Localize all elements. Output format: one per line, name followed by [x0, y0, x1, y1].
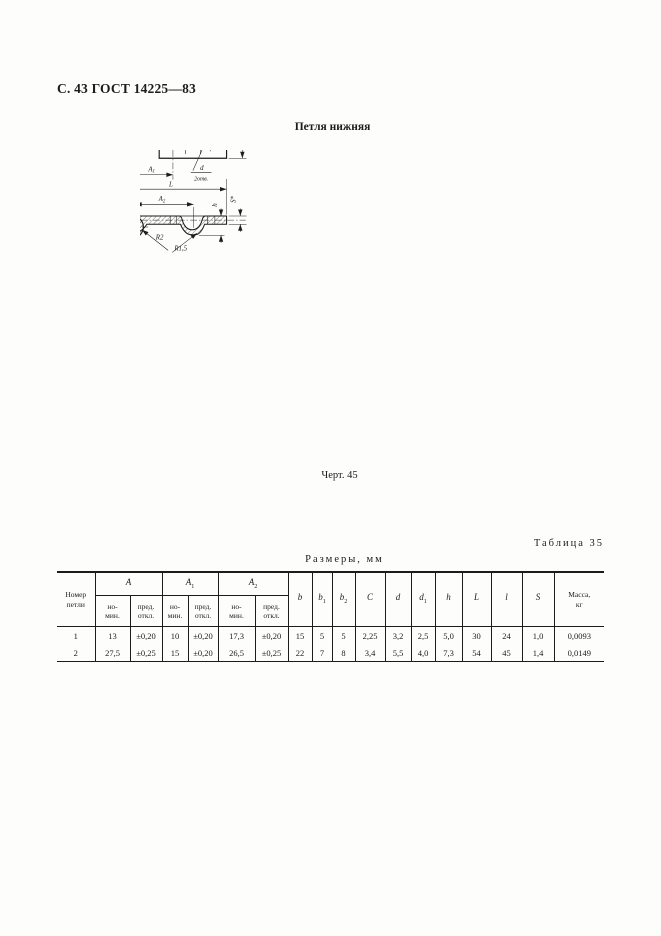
table-row [57, 627, 604, 645]
col-header-d: d [385, 572, 411, 627]
technical-drawing [140, 150, 540, 480]
cell: ±0,20 [188, 627, 218, 645]
table-units-label: Размеры, мм [305, 554, 384, 565]
subcol-A-deviation: пред. откл. [130, 596, 162, 627]
cell: 26,5 [218, 644, 255, 662]
cell: 0,0149 [554, 644, 604, 662]
col-header-b: b [288, 572, 312, 627]
dim-label-A2: $A_2$ [158, 195, 166, 205]
dim-label-h: h [211, 203, 219, 207]
cell: 2 [73, 647, 78, 658]
radius-label-R2: R2 [155, 234, 164, 242]
cell: 54 [462, 644, 491, 662]
table-number-label: Таблица 35 [533, 538, 604, 549]
cell: 5 [312, 627, 332, 645]
subcol-A-nominal: но- мин. [95, 596, 130, 627]
cell: 1 [73, 630, 78, 641]
top-view [140, 150, 247, 215]
cell: 45 [491, 644, 522, 662]
cell: 1,0 [522, 627, 554, 645]
cell: 5,0 [435, 627, 462, 645]
subcol-A1-nominal: но- мин. [162, 596, 188, 627]
cell: 2,5 [411, 627, 435, 645]
cell: 1,4 [522, 644, 554, 662]
page-header: С. 43 ГОСТ 14225—83 [57, 81, 196, 96]
cell: 17,3 [218, 627, 255, 645]
subcol-A1-deviation: пред. откл. [188, 596, 218, 627]
extension-lines-top [140, 150, 247, 215]
col-header-b2: $b_2$ [332, 572, 355, 627]
dimensions-table [57, 571, 604, 662]
cell: 15 [162, 644, 188, 662]
cell: 5 [332, 627, 355, 645]
cell: ±0,20 [130, 627, 162, 645]
col-header-number: Номер петли [57, 572, 95, 627]
cell: 3,4 [355, 644, 385, 662]
col-header-C: C [355, 572, 385, 627]
cell: ±0,20 [255, 627, 288, 645]
cell: 7,3 [435, 644, 462, 662]
col-header-b1: $b_1$ [312, 572, 332, 627]
cell: 4,0 [411, 644, 435, 662]
cell: 2,25 [355, 627, 385, 645]
subcol-A2-nominal: но- мин. [218, 596, 255, 627]
figure-title: Петля нижняя [294, 121, 371, 133]
col-group-A2: $A_2$ [218, 572, 288, 596]
col-header-S: S [522, 572, 554, 627]
cell: ±0,25 [130, 644, 162, 662]
cell: 7 [312, 644, 332, 662]
table-row [57, 644, 604, 662]
cell: 24 [491, 627, 522, 645]
hole-count-label: 2отв. [194, 176, 209, 183]
cell: 8 [332, 644, 355, 662]
cell: 15 [288, 627, 312, 645]
col-header-l: l [491, 572, 522, 627]
cell: 0,0093 [554, 627, 604, 645]
cell: ±0,25 [255, 644, 288, 662]
cell: 5,5 [385, 644, 411, 662]
col-header-L: L [462, 572, 491, 627]
radius-label-R15: R1,5 [174, 245, 188, 253]
col-header-d1: $d_1$ [411, 572, 435, 627]
dim-label-S: S* [230, 196, 238, 203]
cell: 10 [162, 627, 188, 645]
cell: ±0,20 [188, 644, 218, 662]
hole-diameter-label: d [200, 164, 204, 172]
dim-label-A1: $A_1$ [148, 166, 155, 175]
col-header-mass: Масса, кг [554, 572, 604, 627]
cell: 3,2 [385, 627, 411, 645]
cell: 22 [288, 644, 312, 662]
subcol-A2-deviation: пред. откл. [255, 596, 288, 627]
center-lines [140, 150, 236, 183]
plate-outline [140, 150, 227, 158]
dim-label-L: L [168, 181, 173, 189]
col-group-A1: $A_1$ [162, 572, 218, 596]
cell: 30 [462, 627, 491, 645]
col-group-A: A [95, 572, 162, 596]
figure-caption: Черт. 45 [321, 470, 358, 481]
section-strip [140, 216, 227, 236]
cell: 13 [95, 627, 130, 645]
col-header-h: h [435, 572, 462, 627]
cell: 27,5 [95, 644, 130, 662]
